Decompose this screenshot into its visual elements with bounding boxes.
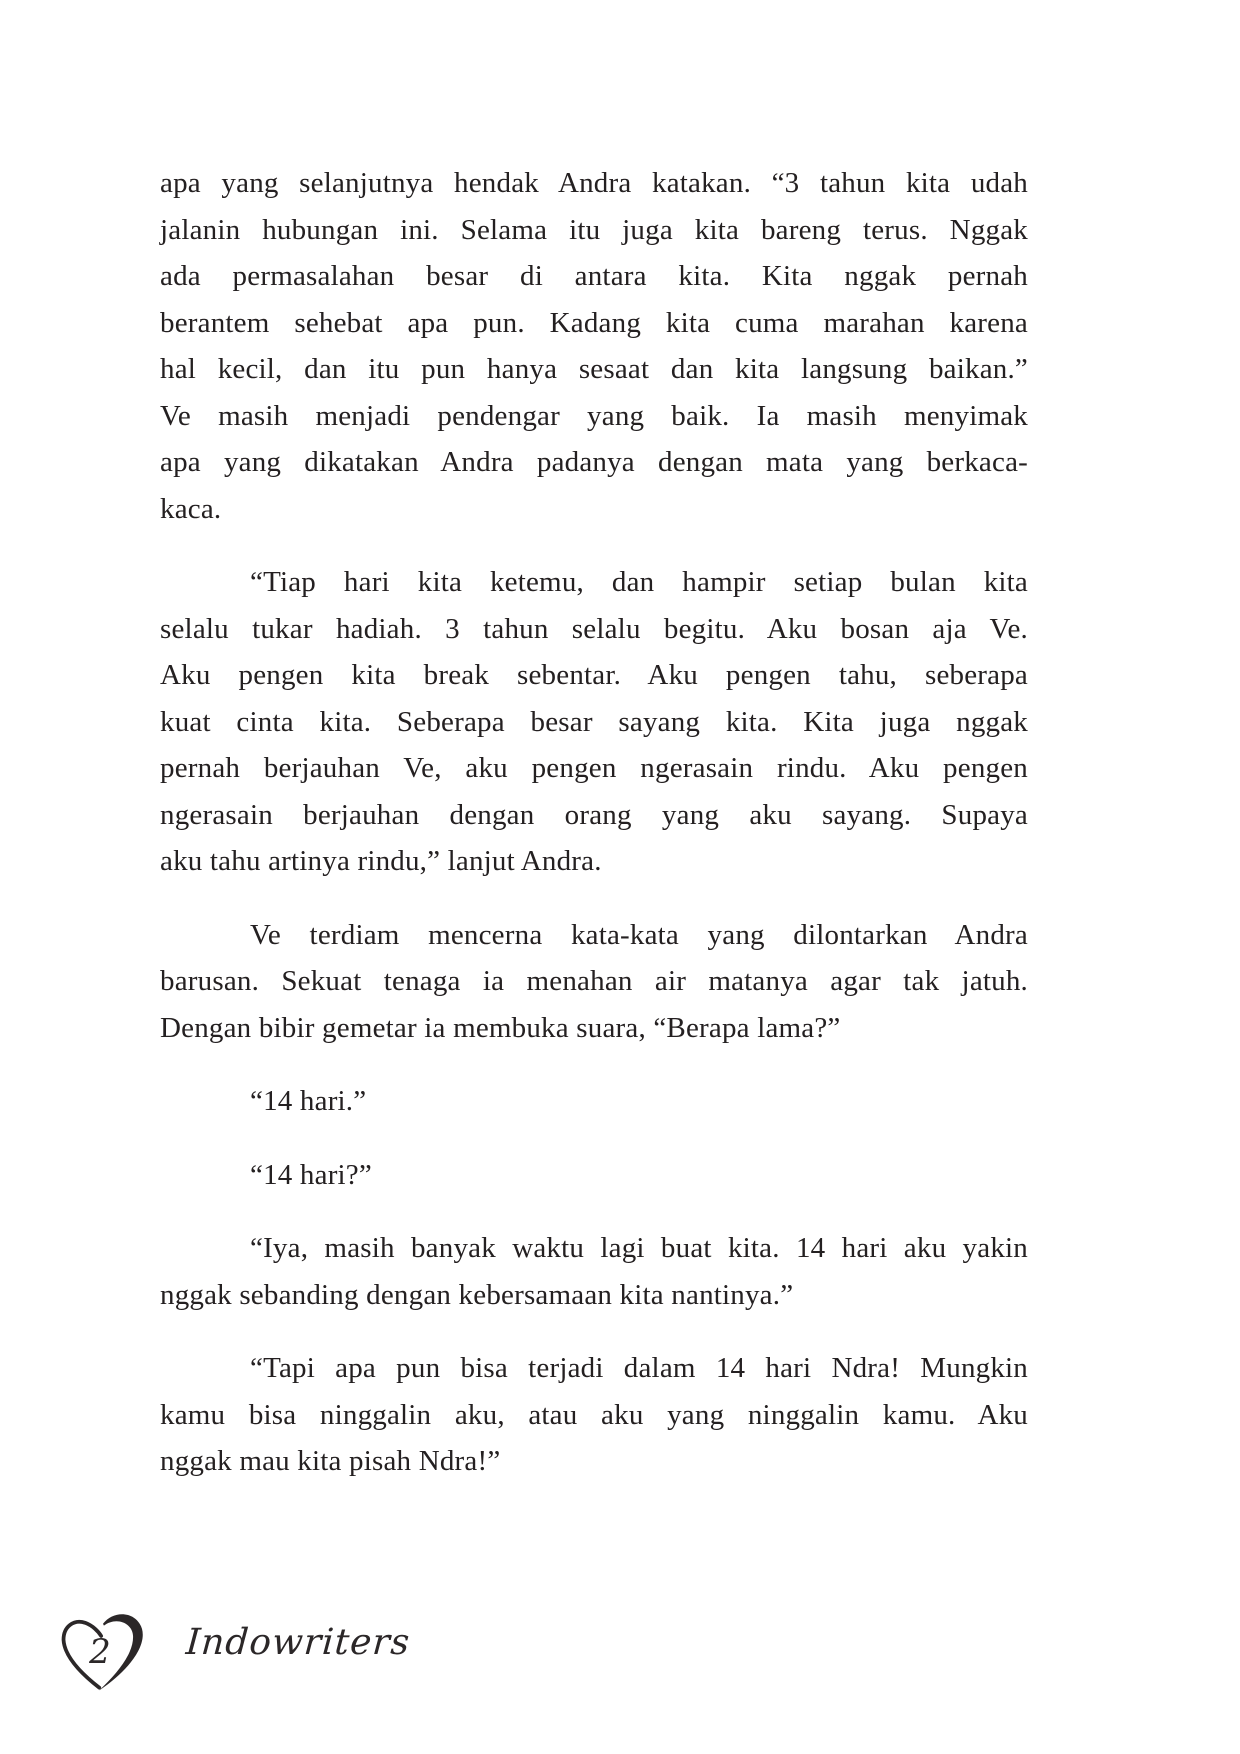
text-line: apa yang dikatakan Andra padanya dengan mata yang berkaca- — [160, 446, 1028, 478]
paragraph — [160, 912, 1028, 1052]
text-line: kuat cinta kita. Seberapa besar sayang kita. Kita juga nggak — [160, 705, 1028, 738]
paragraph — [160, 1345, 1028, 1485]
text-line: “Tiap hari kita ketemu, dan hampir setiap bulan kita — [250, 566, 1028, 598]
text-line: berantem sehebat apa pun. Kadang kita cuma marahan karena — [160, 306, 1028, 339]
page-number-ornament — [56, 1608, 150, 1694]
text-line: kamu bisa ninggalin aku, atau aku yang ninggalin kamu. Aku — [160, 1398, 1028, 1431]
page-text — [160, 160, 1028, 1485]
text-line: barusan. Sekuat tenaga ia menahan air matanya agar tak jatuh. — [160, 965, 1028, 997]
paragraph — [160, 559, 1028, 885]
page-number: 2 — [89, 1632, 111, 1672]
text-line: “Iya, masih banyak waktu lagi buat kita. 14 hari aku yakin — [250, 1232, 1028, 1264]
text-line: apa yang selanjutnya hendak Andra katakan. “3 tahun kita udah — [160, 167, 1028, 199]
paragraph — [160, 1078, 1028, 1125]
text-line: jalanin hubungan ini. Selama itu juga kita bareng terus. Nggak — [160, 213, 1028, 246]
text-line: hal kecil, dan itu pun hanya sesaat dan kita langsung baikan.” — [160, 353, 1028, 385]
text-line: pernah berjauhan Ve, aku pengen ngerasain rindu. Aku pengen — [160, 752, 1028, 784]
text-line: Aku pengen kita break sebentar. Aku pengen tahu, seberapa — [160, 659, 1028, 691]
text-line: “14 hari?” — [250, 1158, 372, 1191]
text-line: “Tapi apa pun bisa terjadi dalam 14 hari Ndra! Mungkin — [250, 1352, 1028, 1384]
text-line: selalu tukar hadiah. 3 tahun selalu begitu. Aku bosan aja Ve. — [160, 612, 1028, 645]
page-footer — [0, 1600, 1240, 1710]
text-line: “14 hari.” — [250, 1085, 367, 1117]
brand-logotype: Indowriters — [184, 1622, 412, 1663]
text-line: Ve masih menjadi pendengar yang baik. Ia masih menyimak — [160, 399, 1028, 432]
text-line: ada permasalahan besar di antara kita. Kita nggak pernah — [160, 260, 1028, 292]
text-line: Dengan bibir gemetar ia membuka suara, “Berapa lama?” — [160, 1011, 841, 1044]
paragraph — [160, 1225, 1028, 1318]
text-line: kaca. — [160, 492, 222, 525]
text-line: aku tahu artinya rindu,” lanjut Andra. — [160, 845, 602, 877]
paragraph — [160, 160, 1028, 532]
paragraph — [160, 1152, 1028, 1199]
text-line: nggak sebanding dengan kebersamaan kita nantinya.” — [160, 1278, 794, 1311]
text-line: Ve terdiam mencerna kata-kata yang dilontarkan Andra — [250, 918, 1028, 951]
text-line: nggak mau kita pisah Ndra!” — [160, 1445, 501, 1477]
text-line: ngerasain berjauhan dengan orang yang aku sayang. Supaya — [160, 798, 1028, 831]
